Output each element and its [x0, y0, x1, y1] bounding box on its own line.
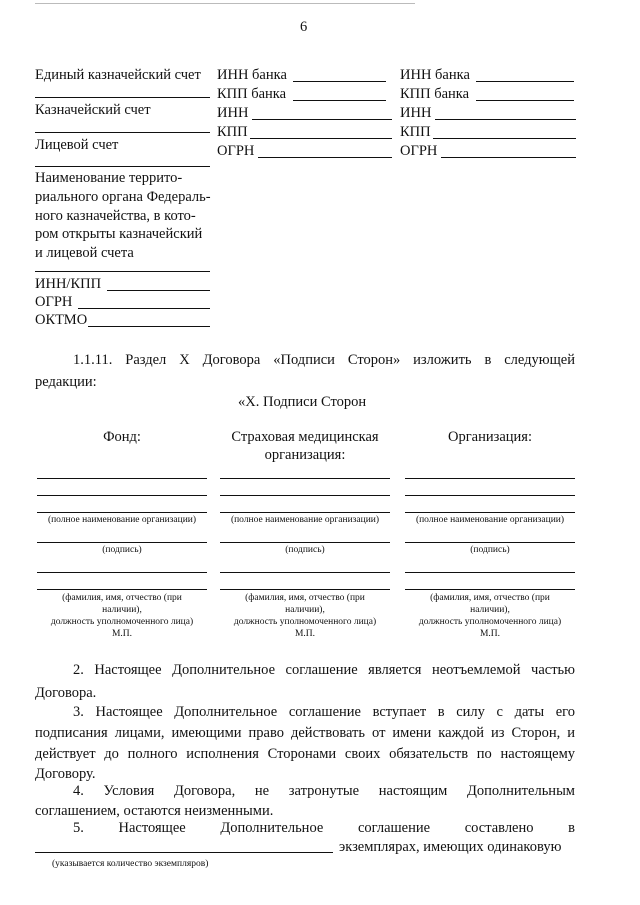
fund-signature-line	[37, 542, 207, 543]
fund-person-line-1	[37, 572, 207, 573]
smo-name-line-3	[220, 512, 390, 513]
treasury-account-label: Единый казначейский счет	[35, 67, 201, 83]
oktmo-label: ОКТМО	[35, 312, 88, 328]
tof-name-line-3: ного казначейства, в кото-	[35, 208, 196, 224]
signature-column-fund	[37, 428, 207, 446]
column-title-line-2: организация:	[264, 447, 346, 463]
org-caption-signature: (подпись)	[470, 545, 510, 555]
fund-caption-full-name: (полное наименование организации)	[47, 515, 197, 525]
fund-caption-person-3: должность уполномоченного лица)	[50, 617, 194, 627]
org-stamp: М.П.	[479, 629, 501, 639]
top-rule	[35, 3, 415, 4]
org-name-line-2	[405, 495, 575, 496]
org-caption-person-1: (фамилия, имя, отчество (при	[430, 593, 550, 603]
ogrn-line	[441, 157, 576, 158]
paragraph-3-line-2: подписания лицами, имеющими право действовать от имени каждой из Сторон, и	[35, 725, 575, 741]
org-name-line-3	[405, 512, 575, 513]
paragraph-5-line-1: 5. Настоящее Дополнительное соглашение составлено в	[73, 820, 575, 836]
oktmo-line	[88, 326, 210, 327]
signature-column-smo	[220, 428, 390, 464]
smo-caption-full-name: (полное наименование организации)	[230, 515, 380, 525]
smo-caption-person-3: должность уполномоченного лица)	[233, 617, 377, 627]
bank-inn-label: ИНН банка	[217, 67, 287, 83]
tof-name-line-5: и лицевой счета	[35, 245, 134, 261]
fund-person-line-2	[37, 589, 207, 590]
personal-account-label: Лицевой счет	[35, 137, 119, 153]
paragraph-3-line-1: 3. Настоящее Дополнительное соглашение вступает в силу с даты его	[73, 704, 575, 720]
bank-kpp-label: КПП банка	[400, 86, 470, 102]
kpp-line	[250, 138, 392, 139]
paragraph-4-line-2: соглашением, остаются неизменными.	[35, 803, 274, 819]
org-caption-person-2: наличии),	[470, 605, 510, 615]
inn-kpp-line	[107, 290, 210, 291]
treasury-acc-line	[35, 132, 210, 133]
copies-count-caption: (указывается количество экземпляров)	[52, 859, 209, 869]
tof-name-line-2: риального органа Федераль-	[35, 189, 211, 205]
paragraph-2-line-1: 2. Настоящее Дополнительное соглашение является неотъемлемой частью	[73, 662, 575, 678]
inn-kpp-label: ИНН/КПП	[35, 276, 102, 292]
column-title: Фонд:	[103, 429, 141, 445]
bank-kpp-label: КПП банка	[217, 86, 287, 102]
fund-name-line-1	[37, 478, 207, 479]
bank-inn-line	[476, 81, 574, 82]
tof-name-line-4: ром открыты казначейский	[35, 226, 203, 242]
org-caption-person-3: должность уполномоченного лица)	[418, 617, 562, 627]
smo-caption-person-1: (фамилия, имя, отчество (при	[245, 593, 365, 603]
fund-caption-person-2: наличии),	[102, 605, 142, 615]
treasury-account-line	[35, 97, 210, 98]
paragraph-3-line-3: действует до полного исполнения Сторонами своих обязательств по настоящему	[35, 746, 575, 762]
org-person-line-1	[405, 572, 575, 573]
fund-name-line-3	[37, 512, 207, 513]
treasury-acc-label: Казначейский счет	[35, 102, 151, 118]
page-number: 6	[300, 19, 308, 35]
smo-person-line-2	[220, 589, 390, 590]
smo-person-line-1	[220, 572, 390, 573]
ogrn-label: ОГРН	[217, 143, 255, 159]
org-name-line-1	[405, 478, 575, 479]
inn-label: ИНН	[217, 105, 249, 121]
inn-label: ИНН	[400, 105, 432, 121]
kpp-line	[433, 138, 576, 139]
inn-line	[435, 119, 576, 120]
org-signature-line	[405, 542, 575, 543]
bank-kpp-line	[476, 100, 574, 101]
org-person-line-2	[405, 589, 575, 590]
smo-caption-signature: (подпись)	[285, 545, 325, 555]
copies-count-line	[35, 852, 333, 853]
personal-account-line	[35, 166, 210, 167]
bank-inn-line	[293, 81, 386, 82]
smo-name-line-1	[220, 478, 390, 479]
smo-name-line-2	[220, 495, 390, 496]
smo-stamp: М.П.	[294, 629, 316, 639]
org-caption-full-name: (полное наименование организации)	[415, 515, 565, 525]
inn-line	[252, 119, 392, 120]
clause-1-1-11-line-1: 1.1.11. Раздел X Договора «Подписи Сторон» изложить в следующей	[73, 352, 575, 368]
bank-kpp-line	[293, 100, 386, 101]
tof-name-line-1: Наименование террито-	[35, 170, 183, 186]
kpp-label: КПП	[400, 124, 431, 140]
kpp-label: КПП	[217, 124, 248, 140]
signatures-heading: «X. Подписи Сторон	[238, 394, 367, 410]
ogrn-line	[258, 157, 392, 158]
paragraph-2-line-2: Договора.	[35, 685, 97, 701]
signature-column-org	[405, 428, 575, 446]
smo-signature-line	[220, 542, 390, 543]
fund-caption-signature: (подпись)	[102, 545, 142, 555]
smo-caption-person-2: наличии),	[285, 605, 325, 615]
fund-caption-person-1: (фамилия, имя, отчество (при	[62, 593, 182, 603]
paragraph-5-line-2: экземплярах, имеющих одинаковую	[339, 839, 562, 855]
fund-stamp: М.П.	[111, 629, 133, 639]
tof-name-line	[35, 271, 210, 272]
paragraph-4-line-1: 4. Условия Договора, не затронутые настоящим Дополнительным	[73, 783, 575, 799]
ogrn-line	[78, 308, 210, 309]
ogrn-label: ОГРН	[35, 294, 73, 310]
column-title: Организация:	[447, 429, 532, 445]
paragraph-3-line-4: Договору.	[35, 766, 96, 782]
ogrn-label: ОГРН	[400, 143, 438, 159]
clause-1-1-11-line-2: редакции:	[35, 374, 97, 390]
column-title-line-1: Страховая медицинская	[231, 429, 379, 445]
bank-inn-label: ИНН банка	[400, 67, 470, 83]
fund-name-line-2	[37, 495, 207, 496]
